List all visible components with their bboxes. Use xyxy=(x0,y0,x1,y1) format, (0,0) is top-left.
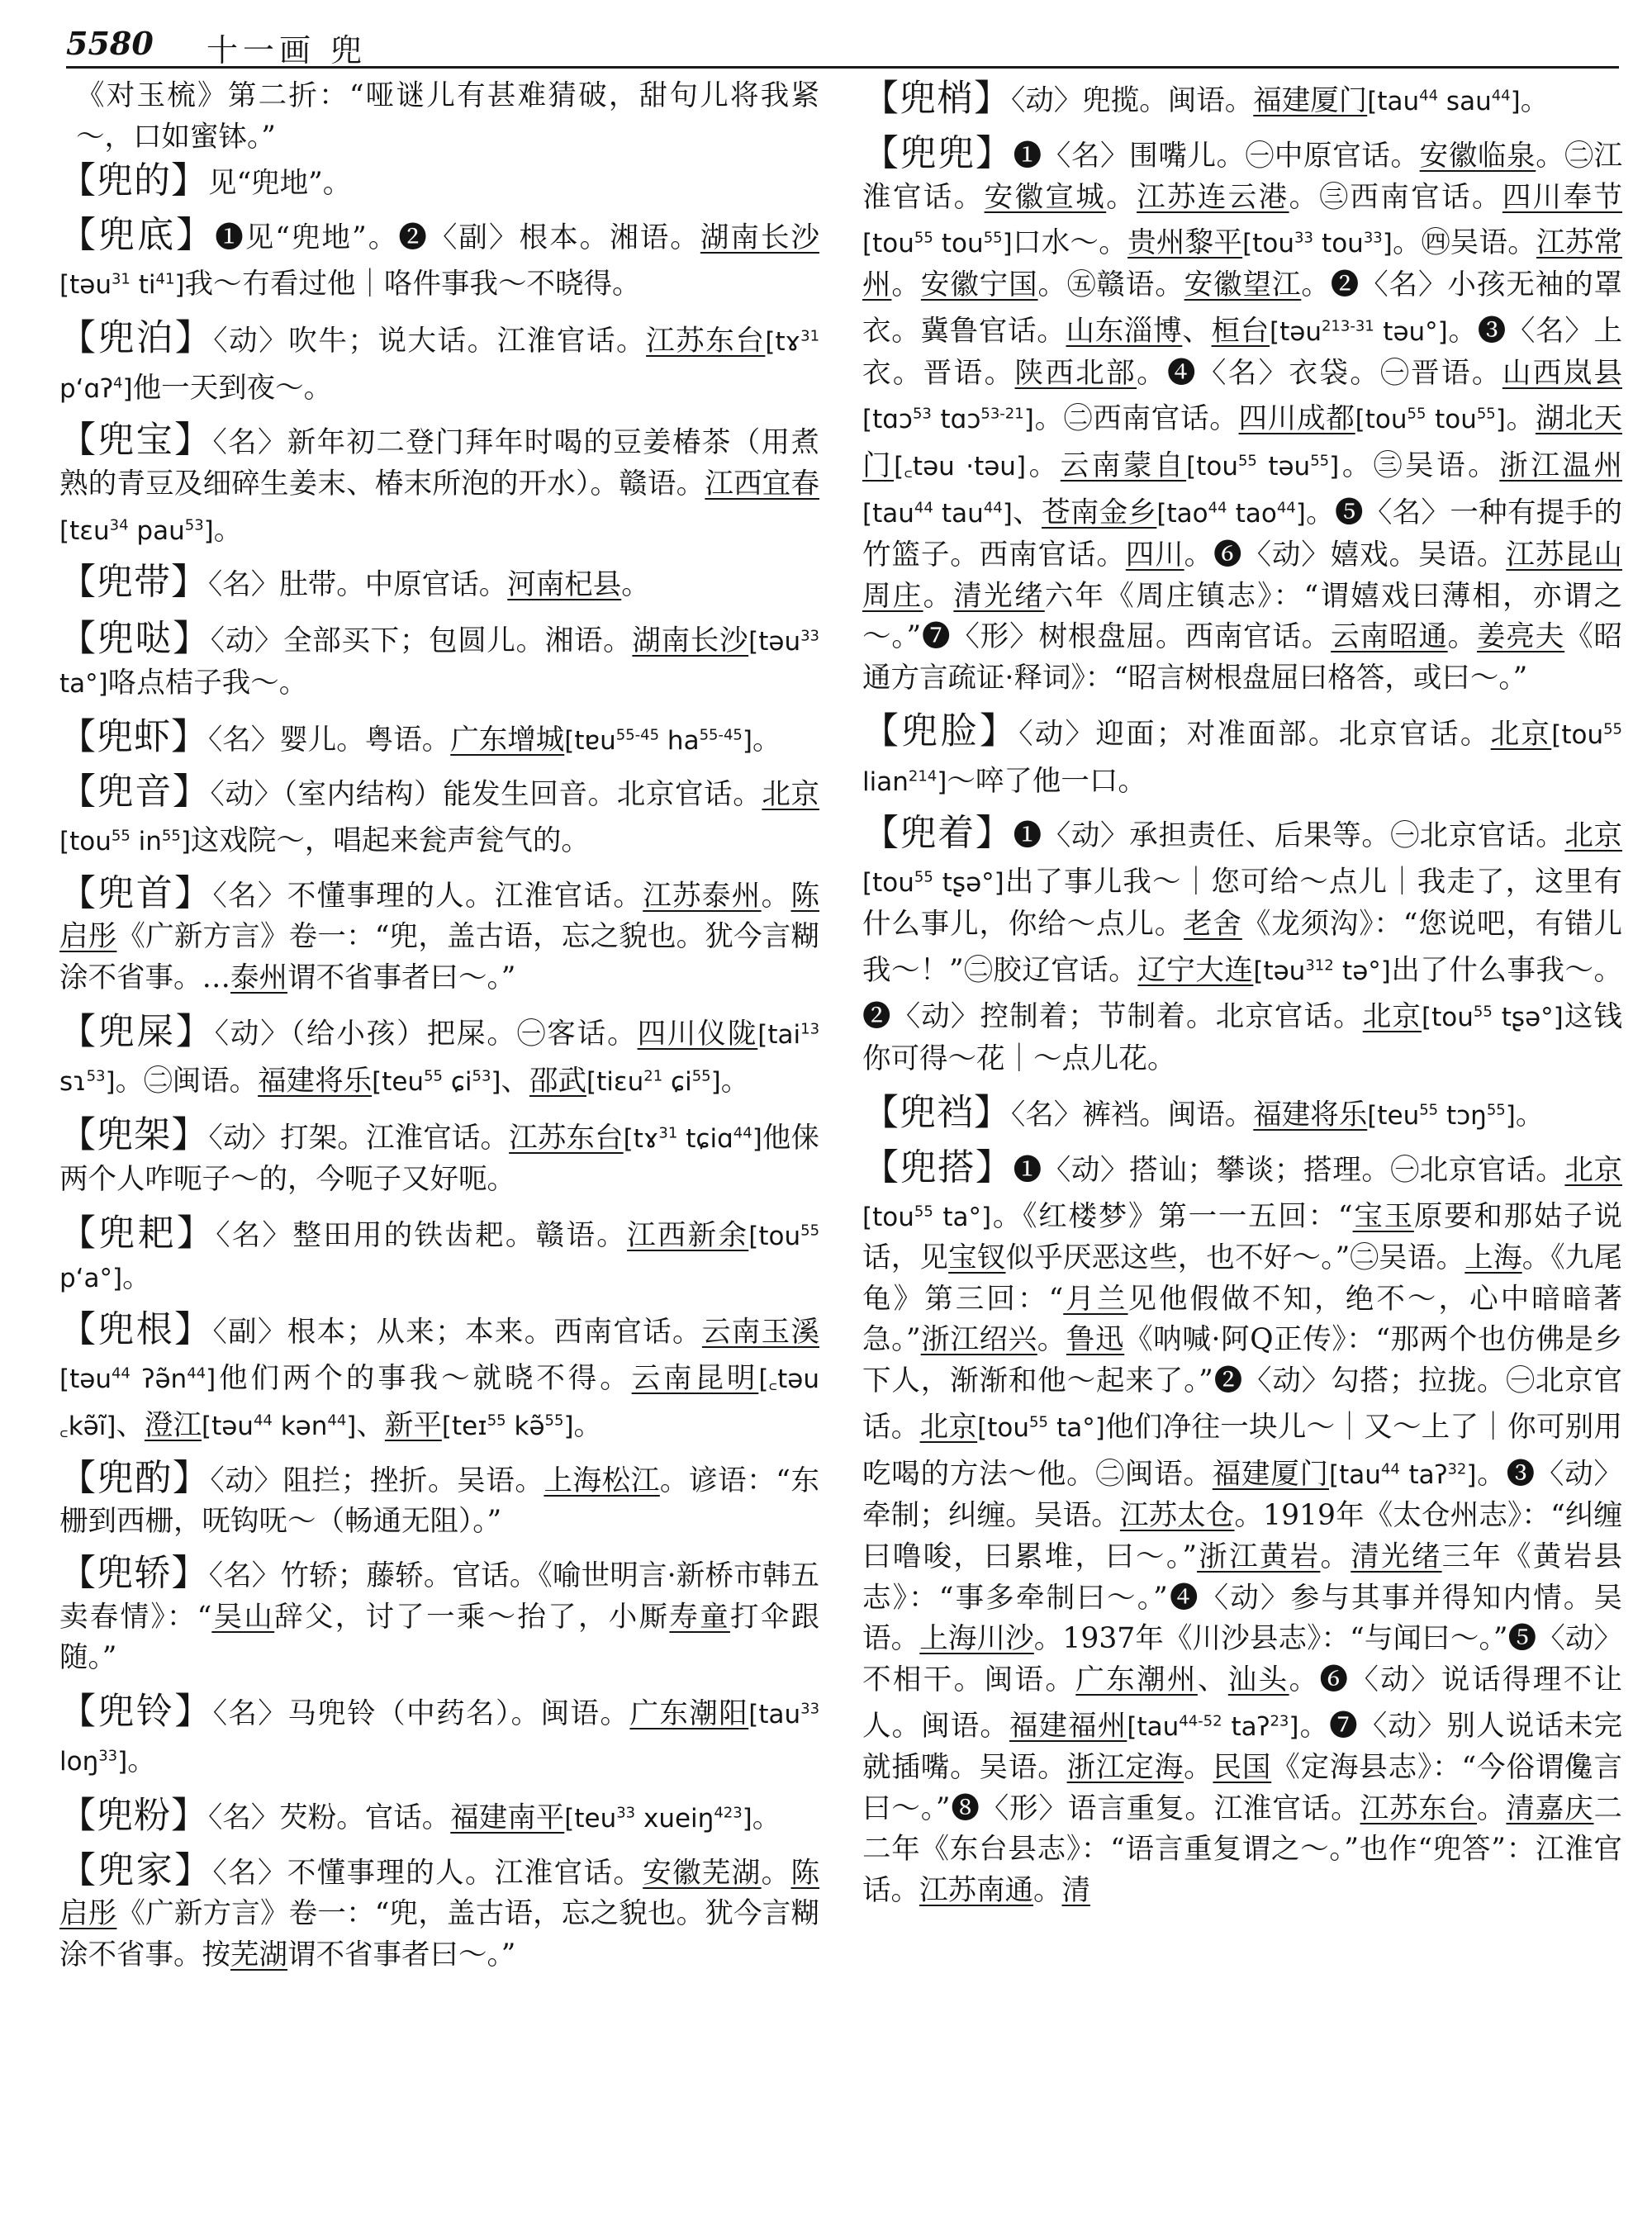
entry-definition: 〈名〉婴儿。粤语。广东增城[tɐu$^{55-45}$ $ha^{55-45}$]。 xyxy=(208,723,781,757)
entry-definition: 〈副〉根本；从来；本来。西南官话。云南玉溪[təu$^{44}$ $ʔə̃n^{44}$]他们两个的事我～就晓不得。云南昆明[꜀təu ꜀kə̃ĩ]、澄江[təu$^{44}$ kən$^{44}$]、新平[teɪ$^{55}$ kə̃$^{55}$]。 xyxy=(59,1316,819,1443)
entry-definition: 〈名〉芡粉。官话。福建南平[teu$^{33}$ xueiŋ$^{423}$]。 xyxy=(208,1801,781,1835)
dictionary-entry xyxy=(59,160,819,205)
entry-headword: 【兜虾】 xyxy=(59,715,208,758)
entry-headword: 【兜底】 xyxy=(59,213,216,256)
dictionary-entry xyxy=(59,562,819,606)
entry-definition: 〈动〉打架。江淮官话。江苏东台[tɤ$^{31}$ tɕiɑ$^{44}$]他俫两个人咋呃子～的，今呃子又好呃。 xyxy=(59,1121,819,1197)
entry-definition: ❶〈名〉围嘴儿。㊀中原官话。安徽临泉。㊁江淮官话。安徽宣城。江苏连云港。㊂西南官话。四川奉节[tou$^{55}$ tou$^{55}$]口水～。贵州黎平[tou$^{33}$ tou$^{33}$]。㊃吴语。江苏常州。安徽宁国。㊄赣语。安徽望江。❷〈名〉小孩无袖的罩衣。冀鲁官话。山东淄博、桓台[təu$^{213-31}$ təu°]。❸〈名〉上衣。晋语。陕西北部。❹〈名〉衣袋。㊀晋语。山西岚县[tɑɔ$^{53}$ tɑɔ$^{53-21}$]。㊁西南官话。四川成都[tou$^{55}$ tou$^{55}$]。湖北天门[꜀təu ·təu]。云南蒙自[tou$^{55}$ təu$^{55}$]。㊂吴语。浙江温州[tau$^{44}$ tau$^{44}$]、苍南金乡[tao$^{44}$ tao$^{44}$]。❺〈名〉一种有提手的竹篮子。西南官话。四川。❻〈动〉嬉戏。吴语。江苏昆山周庄。清光绪六年《周庄镇志》：“谓嬉戏曰薄相，亦谓之～。”❼〈形〉树根盘屈。西南官话。云南昭通。姜亮夫《昭通方言疏证·释词》：“昭言树根盘屈曰格答，或曰～。” xyxy=(862,139,1622,695)
dictionary-entry xyxy=(862,1147,1622,1912)
dictionary-entry xyxy=(59,1793,819,1840)
entry-headword: 【兜搭】 xyxy=(862,1146,1014,1189)
entry-headword: 【兜首】 xyxy=(59,871,213,914)
entry-definition: ❶〈动〉搭讪；攀谈；搭理。㊀北京官话。北京[tou$^{55}$ ta°]。《红楼梦》第一一五回：“宝玉原要和那姑子说话，见宝钗似乎厌恶这些，也不好～。”㊁吴语。上海。《九尾龟》第三回：“月兰见他假做不知，绝不～，心中暗暗著急。”浙江绍兴。鲁迅《呐喊·阿Q正传》：“那两个也仿佛是乡下人，渐渐和他～起来了。”❷〈动〉勾搭；拉拢。㊀北京官话。北京[tou$^{55}$ ta°]他们净往一块儿～｜又～上了｜你可别用吃喝的方法～他。㊁闽语。福建厦门[tau$^{44}$ taʔ$^{32}$]。❸〈动〉牵制；纠缠。吴语。江苏太仓。1919年《太仓州志》：“纠缠曰噜唆，曰累堆，曰～。”浙江黄岩。清光绪三年《黄岩县志》：“事多牵制曰～。”❹〈动〉参与其事并得知内情。吴语。上海川沙。1937年《川沙县志》：“与闻曰～。”❺〈动〉不相干。闽语。广东潮州、汕头。❻〈动〉说话得理不让人。闽语。福建福州[tau$^{44-52}$ taʔ$^{23}$]。❼〈动〉别人说话未完就插嘴。吴语。浙江定海。民国《定海县志》：“今俗谓儳言曰～。”❽〈形〉语言重复。江淮官话。江苏东台。清嘉庆二二年《东台县志》：“语言重复谓之～。”也作“兜答”：江淮官话。江苏南通。清 xyxy=(862,1153,1622,1907)
entry-headword: 【兜家】 xyxy=(59,1848,213,1891)
entry-headword: 【兜铃】 xyxy=(59,1690,213,1733)
dictionary-entry xyxy=(59,1009,819,1103)
dictionary-entry xyxy=(59,1689,819,1783)
entry-headword: 【兜屎】 xyxy=(59,1009,215,1052)
dictionary-entry xyxy=(59,1553,819,1679)
entry-definition: 〈名〉竹轿；藤轿。官话。《喻世明言·新桥市韩五卖春情》：“吴山辞父，讨了一乘～抬了，小厮寿童打伞跟随。” xyxy=(59,1559,819,1675)
entry-headword: 【兜的】 xyxy=(59,159,208,202)
dictionary-entry xyxy=(59,215,819,306)
dictionary-entry xyxy=(59,1113,819,1201)
dictionary-entry xyxy=(862,813,1622,1080)
entry-definition: 〈名〉肚带。中原官话。河南杞县。 xyxy=(208,568,650,602)
entry-definition: 〈名〉马兜铃（中药名）。闽语。广东潮阳[tau$^{33}$ loŋ$^{33}$]。 xyxy=(59,1697,819,1778)
dictionary-entry xyxy=(59,420,819,552)
entry-definition: 〈动〉阻拦；挫折。吴语。上海松江。谚语：“东栅到西栅，呒钩呒～（畅通无阻）。” xyxy=(59,1464,819,1539)
entry-headword: 【兜裆】 xyxy=(862,1091,1011,1133)
entry-headword: 【兜梢】 xyxy=(862,77,1011,120)
entry-headword: 【兜哒】 xyxy=(59,617,211,660)
continuation-text: 《对玉梳》第二折：“哑谜儿有甚难猜破，甜句儿将我紧～，口如蜜钵。” xyxy=(76,79,819,154)
entry-definition: 〈名〉新年初二登门拜年时喝的豆姜椿茶（用煮熟的青豆及细碎生姜末、椿末所泡的开水）。赣语。江西宜春[tɛu$^{34}$ pau$^{53}$]。 xyxy=(59,426,819,547)
dictionary-entry xyxy=(59,1850,819,1976)
dictionary-entry xyxy=(862,709,1622,803)
page-number: 5580 xyxy=(66,25,154,62)
entry-definition: 见“兜地”。 xyxy=(208,167,352,201)
entry-headword: 【兜泊】 xyxy=(59,316,214,359)
entry-definition: 〈动〉迎面；对准面部。北京官话。北京[tou$^{55}$ lian$^{214}$]～啐了他一口。 xyxy=(862,717,1622,798)
entry-definition: 〈动〉全部买下；包圆儿。湘语。湖南长沙[təu$^{33}$ ta°]咯点桔子我～。 xyxy=(59,624,819,700)
entry-headword: 【兜轿】 xyxy=(59,1552,209,1595)
entry-headword: 【兜脸】 xyxy=(862,709,1019,752)
entry-definition: 〈动〉（给小孩）把屎。㊀客话。四川仪陇[tai$^{13}$ sɿ$^{53}$]。㊁闽语。福建将乐[teu$^{55}$ ɕi$^{53}$]、邵武[tiɛu$^{21}$ ɕi$^{55}$]。 xyxy=(59,1017,819,1098)
dictionary-entry xyxy=(59,771,819,863)
dictionary-entry xyxy=(59,1309,819,1447)
entry-headword: 【兜架】 xyxy=(59,1113,209,1156)
dictionary-entry xyxy=(862,1090,1622,1137)
dictionary-entry xyxy=(59,1458,819,1543)
entry-definition: 〈动〉吹牛；说大话。江淮官话。江苏东台[tɤ$^{31}$ p‘ɑʔ$^4$]他一天到夜～。 xyxy=(59,324,819,405)
entry-headword: 【兜粉】 xyxy=(59,1794,208,1837)
entry-headword: 【兜耙】 xyxy=(59,1212,216,1255)
left-column xyxy=(59,76,819,2223)
dictionary-entry xyxy=(59,714,819,762)
dictionary-entry xyxy=(862,76,1622,123)
right-column xyxy=(862,76,1622,2223)
entry-definition: ❶〈动〉承担责任、后果等。㊀北京官话。北京[tou$^{55}$ tʂə°]出了事儿我～｜您可给～点儿｜我走了，这里有什么事儿，你给～点儿。老舍《龙须沟》：“您说吧，有错儿我～！”㊁胶辽官话。辽宁大连[təu$^{312}$ tə°]出了什么事我～。❷〈动〉控制着；节制着。北京官话。北京[tou$^{55}$ tʂə°]这钱你可得～花｜～点儿花。 xyxy=(862,819,1622,1076)
entry-headword: 【兜根】 xyxy=(59,1308,213,1351)
header-rule xyxy=(66,66,1619,69)
entry-definition: 〈动〉兜揽。闽语。福建厦门[tau$^{44}$ sau$^{44}$]。 xyxy=(1011,84,1550,118)
dictionary-entry xyxy=(59,873,819,999)
entry-definition: ❶见“兜地”。❷〈副〉根本。湘语。湖南长沙[təu$^{31}$ $ti^{41}$]我～冇看过他｜咯件事我～不晓得。 xyxy=(59,221,819,301)
entry-headword: 【兜酌】 xyxy=(59,1456,211,1499)
dictionary-entry xyxy=(59,1211,819,1300)
entry-headword: 【兜兜】 xyxy=(862,131,1014,174)
entry-definition: 〈动〉（室内结构）能发生回音。北京官话。北京[tou$^{55}$ $in^{55}$]这戏院～，唱起来瓮声瓮气的。 xyxy=(59,778,819,858)
entry-definition: 〈名〉不懂事理的人。江淮官话。江苏泰州。陈启彤《广新方言》卷一：“兜，盖古语，忘之貌也。犹今言糊涂不省事。…泰州谓不省事者曰～。” xyxy=(59,879,819,994)
dictionary-entry xyxy=(59,616,819,705)
entry-headword: 【兜宝】 xyxy=(59,419,213,462)
entry-definition: 〈名〉整田用的铁齿耙。赣语。江西新余[tou$^{55}$ p‘a°]。 xyxy=(59,1219,819,1294)
entry-headword: 【兜着】 xyxy=(862,812,1014,855)
entry-definition: 〈名〉不懂事理的人。江淮官话。安徽芜湖。陈启彤《广新方言》卷一：“兜，盖古语，忘之貌也。犹今言糊涂不省事。按芜湖谓不省事者曰～。” xyxy=(59,1856,819,1971)
page-header xyxy=(66,18,1619,69)
entry-headword: 【兜带】 xyxy=(59,561,208,604)
dictionary-entry xyxy=(59,316,819,410)
running-title: 十一画 兜 xyxy=(206,32,368,69)
entry-definition: 〈名〉裤裆。闽语。福建将乐[teu$^{55}$ tɔŋ$^{55}$]。 xyxy=(1011,1098,1545,1132)
entry-headword: 【兜音】 xyxy=(59,771,211,814)
dictionary-entry xyxy=(862,133,1622,699)
